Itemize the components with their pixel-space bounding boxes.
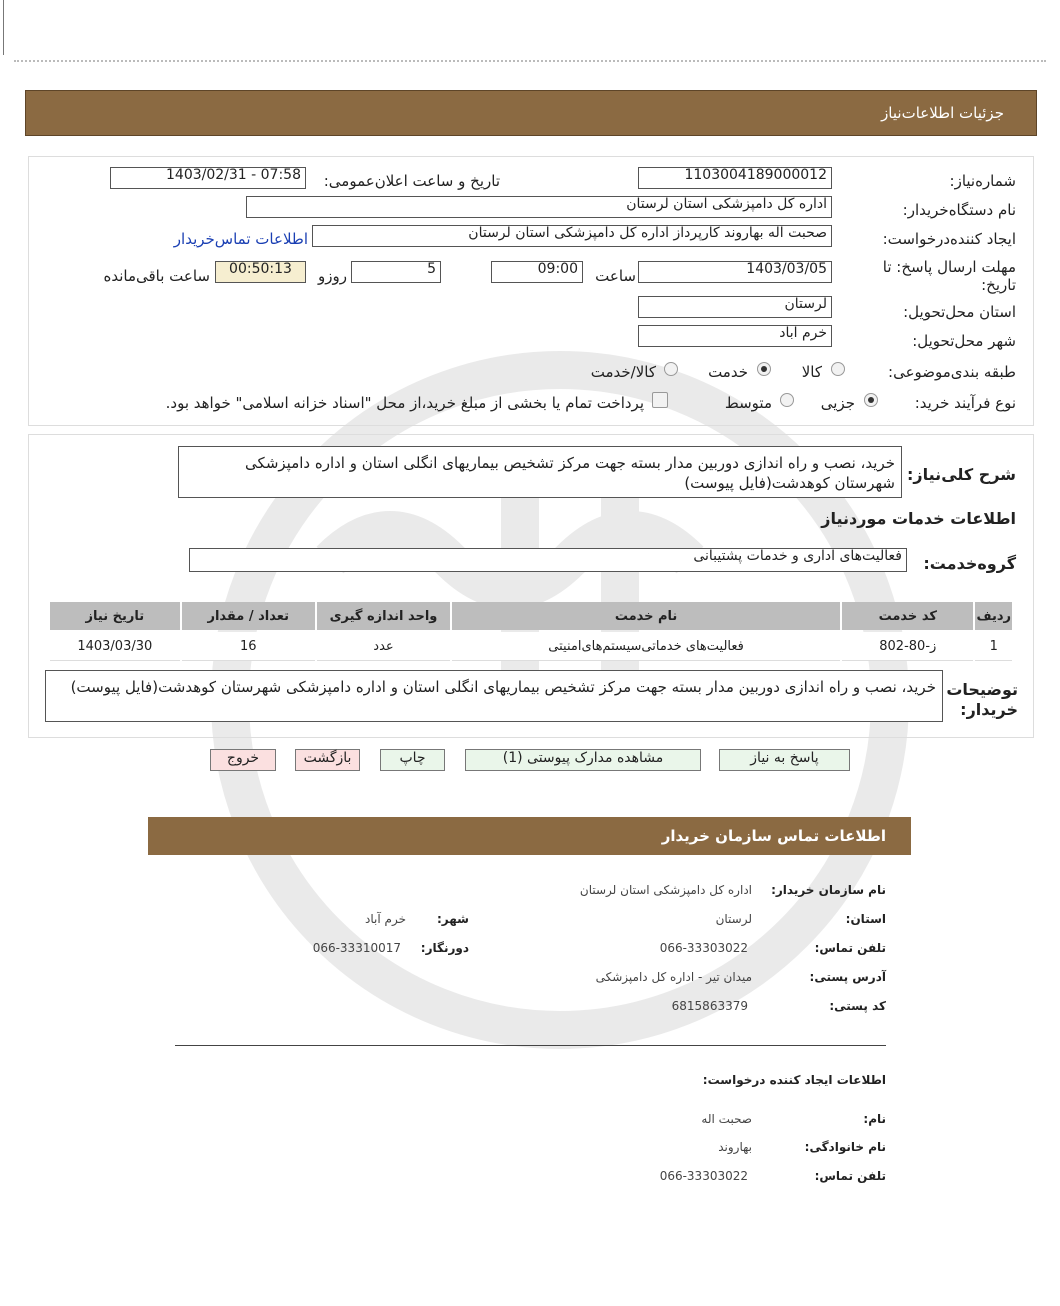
service-group-field[interactable]: فعالیت‌های اداری و خدمات پشتیبانی: [189, 548, 907, 572]
deadline-label-2: تاریخ:: [981, 276, 1016, 294]
days-field[interactable]: 5: [351, 261, 441, 283]
creator-name-value: صحبت اله: [701, 1112, 752, 1126]
cell-service-code: ز-80-802: [842, 632, 973, 661]
creator-family-label: نام خانوادگی:: [804, 1140, 886, 1154]
buyer-org-label: نام دستگاه‌خریدار:: [902, 201, 1016, 219]
process-label: نوع فرآیند خرید:: [914, 394, 1016, 412]
cell-quantity: 16: [182, 632, 315, 661]
creator-field[interactable]: صحبت اله بهاروند کارپرداز اداره کل دامپزشکی استان لرستان: [312, 225, 832, 247]
contact-divider: [175, 1045, 886, 1046]
creator-phone-label: تلفن تماس:: [814, 1169, 886, 1183]
left-border-line: [3, 0, 4, 55]
dotted-divider: [14, 60, 1046, 62]
category-option-both: کالا/خدمت: [590, 363, 656, 381]
process-radio-medium[interactable]: [780, 393, 794, 407]
creator-name-label: نام:: [863, 1112, 886, 1126]
need-number-label: شماره‌نیاز:: [949, 172, 1016, 190]
payment-note: پرداخت تمام یا بخشی از مبلغ خرید،از محل "اسناد خزانه اسلامی" خواهد بود.: [165, 394, 644, 412]
process-option-minor: جزیی: [820, 394, 855, 412]
need-number-field[interactable]: 1103004189000012: [638, 167, 832, 189]
contact-address-label: آدرس پستی:: [809, 970, 886, 984]
col-unit: واحد اندازه گیری: [317, 602, 450, 630]
contact-city-value: خرم آباد: [365, 912, 406, 926]
category-radio-service[interactable]: [757, 362, 771, 376]
contact-fax-value: 066-33310017: [312, 941, 401, 955]
creator-family-value: بهاروند: [718, 1140, 752, 1154]
cell-row-number: 1: [975, 632, 1012, 661]
buyer-notes-label: توضیحات خریدار:: [946, 680, 1018, 719]
cell-service-name: فعالیت‌های خدماتی‌سیستم‌های‌امنیتی: [452, 632, 840, 661]
deadline-date-field[interactable]: 1403/03/05: [638, 261, 832, 283]
process-option-medium: متوسط: [724, 394, 772, 412]
col-service-name: نام خدمت: [452, 602, 840, 630]
details-header: [25, 90, 1037, 136]
col-service-code: کد خدمت: [842, 602, 973, 630]
city-field[interactable]: خرم اباد: [638, 325, 832, 347]
contact-org-value: اداره کل دامپزشکی استان لرستان: [579, 883, 752, 897]
contact-postal-label: کد پستی:: [829, 999, 886, 1013]
details-header-title: جزئيات اطلاعات‌نياز: [881, 104, 1004, 122]
category-radio-both[interactable]: [664, 362, 678, 376]
treasury-payment-checkbox[interactable]: [652, 392, 668, 408]
creator-info-title: اطلاعات ایجاد کننده درخواست:: [702, 1073, 886, 1087]
creator-phone-value: 066-33303022: [659, 1169, 748, 1183]
summary-label: شرح کلی‌نیاز:: [907, 465, 1016, 484]
province-label: استان محل‌تحویل:: [903, 303, 1016, 321]
summary-field[interactable]: خرید، نصب و راه اندازی دوربین مدار بسته جهت مرکز تشخیص بیماریهای انگلی استان و اداره دامپزشکی شهرستان کوهدشت(فایل پیوست): [178, 446, 902, 498]
creator-label: ایجاد کننده‌درخواست:: [882, 230, 1016, 248]
contact-header-title: اطلاعات تماس سازمان خریدار: [661, 827, 886, 845]
category-option-goods: کالا: [801, 363, 822, 381]
attachments-button[interactable]: مشاهده مدارک پیوستی (1): [465, 749, 701, 771]
exit-button[interactable]: خروج: [210, 749, 276, 771]
contact-address-value: میدان تیر - اداره کل دامپزشکی: [595, 970, 752, 984]
buyer-org-field[interactable]: اداره کل دامپزشکی استان لرستان: [246, 196, 832, 218]
buyer-notes-field[interactable]: خرید، نصب و راه اندازی دوربین مدار بسته جهت مرکز تشخیص بیماریهای انگلی استان و اداره دامپزشکی شهرستان کوهدشت(فایل پیوست): [45, 670, 943, 722]
contact-fax-label: دورنگار:: [420, 941, 469, 955]
back-button[interactable]: بازگشت: [295, 749, 360, 771]
contact-postal-value: 6815863379: [671, 999, 748, 1013]
cell-need-date: 1403/03/30: [50, 632, 180, 661]
deadline-label: مهلت ارسال پاسخ: تا: [882, 258, 1016, 276]
contact-province-value: لرستان: [715, 912, 752, 926]
deadline-time-field[interactable]: 09:00: [491, 261, 583, 283]
services-title: اطلاعات خدمات موردنیاز: [821, 509, 1016, 528]
remaining-time-field: 00:50:13: [215, 261, 306, 283]
service-group-label: گروه‌خدمت:: [923, 554, 1016, 573]
contact-phone-value: 066-33303022: [659, 941, 748, 955]
col-need-date: تاریخ نیاز: [50, 602, 180, 630]
province-field[interactable]: لرستان: [638, 296, 832, 318]
days-label: روزو: [318, 267, 347, 285]
category-option-service: خدمت: [708, 363, 748, 381]
remaining-label: ساعت باقی‌مانده: [103, 267, 210, 285]
contact-province-label: استان:: [845, 912, 886, 926]
table-header-row: [50, 602, 1012, 630]
category-label: طبقه بندی‌موضوعی:: [888, 363, 1016, 381]
cell-unit: عدد: [317, 632, 450, 661]
buyer-contact-link[interactable]: اطلاعات تماس‌خریدار: [173, 230, 308, 248]
services-table: [48, 600, 1014, 663]
col-row-number: ردیف: [975, 602, 1012, 630]
announce-field[interactable]: 1403/02/31 - 07:58: [110, 167, 306, 189]
print-button[interactable]: چاپ: [380, 749, 445, 771]
contact-header: [148, 817, 911, 855]
announce-label: تاریخ و ساعت اعلان‌عمومی:: [323, 172, 500, 190]
contact-city-label: شهر:: [437, 912, 469, 926]
time-label: ساعت: [595, 267, 636, 285]
reply-button[interactable]: پاسخ به نیاز: [719, 749, 850, 771]
process-radio-minor[interactable]: [864, 393, 878, 407]
col-quantity: تعداد / مقدار: [182, 602, 315, 630]
table-row: [50, 632, 1012, 661]
contact-phone-label: تلفن تماس:: [814, 941, 886, 955]
category-radio-goods[interactable]: [831, 362, 845, 376]
city-label: شهر محل‌تحویل:: [912, 332, 1016, 350]
contact-org-label: نام سازمان خریدار:: [771, 883, 886, 897]
